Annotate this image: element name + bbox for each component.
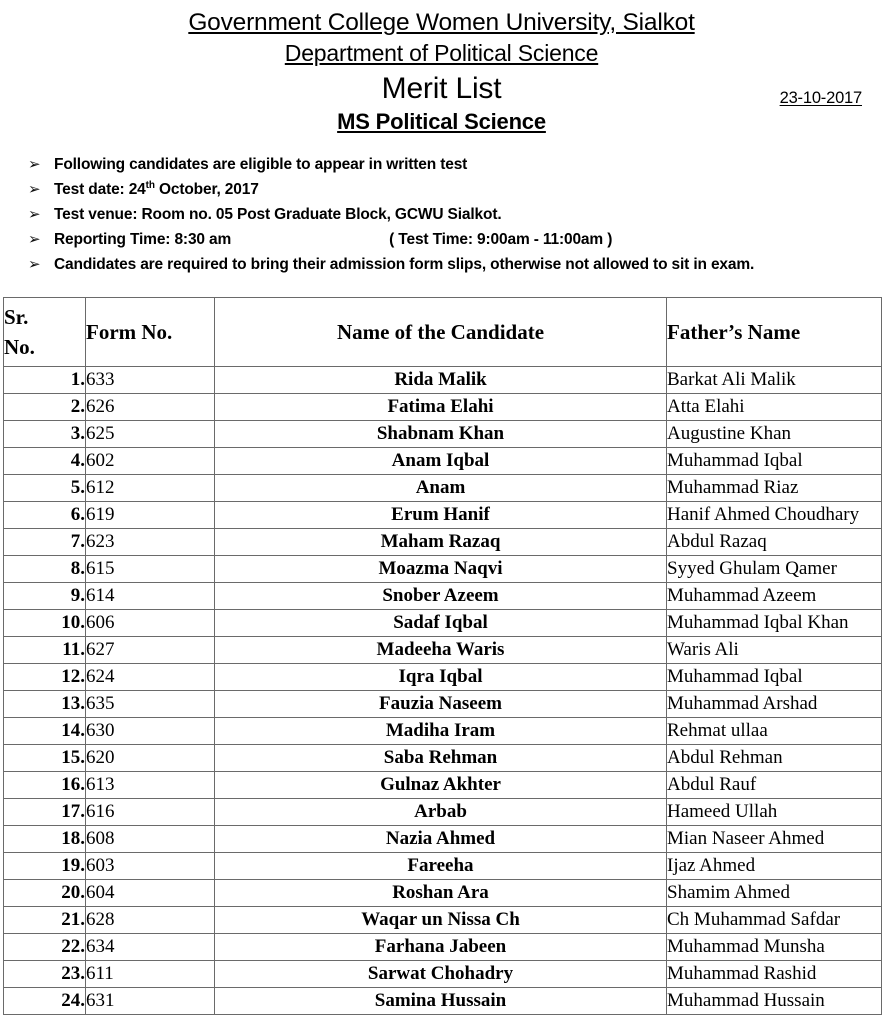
table-row xyxy=(4,880,882,907)
cell-father-name: Muhammad Riaz xyxy=(667,475,882,502)
cell-form-no: 630 xyxy=(86,718,215,745)
table-header xyxy=(4,298,882,367)
bullet-arrow-icon: ➢ xyxy=(28,180,41,199)
cell-sr-no: 3. xyxy=(4,421,86,448)
cell-candidate-name: Fareeha xyxy=(215,853,667,880)
table-row xyxy=(4,421,882,448)
table-row xyxy=(4,664,882,691)
cell-form-no: 633 xyxy=(86,367,215,394)
table-row xyxy=(4,799,882,826)
table-row xyxy=(4,556,882,583)
table-row xyxy=(4,772,882,799)
cell-sr-no: 24. xyxy=(4,988,86,1015)
cell-candidate-name: Erum Hanif xyxy=(215,502,667,529)
instruction-item-eligibility xyxy=(28,156,883,181)
cell-form-no: 634 xyxy=(86,934,215,961)
cell-form-no: 614 xyxy=(86,583,215,610)
table-row xyxy=(4,961,882,988)
cell-candidate-name: Waqar un Nissa Ch xyxy=(215,907,667,934)
document-date: 23-10-2017 xyxy=(779,89,862,107)
bullet-arrow-icon: ➢ xyxy=(28,230,41,249)
table-row xyxy=(4,502,882,529)
cell-sr-no: 12. xyxy=(4,664,86,691)
program-title xyxy=(0,109,883,135)
cell-father-name: Waris Ali xyxy=(667,637,882,664)
instruction-text: Candidates are required to bring their admission form slips, otherwise not allowed to sit in exam. xyxy=(54,256,755,274)
document-header xyxy=(0,0,883,134)
cell-sr-no: 8. xyxy=(4,556,86,583)
table-row xyxy=(4,610,882,637)
cell-candidate-name: Iqra Iqbal xyxy=(215,664,667,691)
cell-sr-no: 17. xyxy=(4,799,86,826)
cell-candidate-name: Maham Razaq xyxy=(215,529,667,556)
cell-candidate-name: Samina Hussain xyxy=(215,988,667,1015)
cell-candidate-name: Farhana Jabeen xyxy=(215,934,667,961)
test-time-note: ( Test Time: 9:00am - 11:00am ) xyxy=(389,231,613,249)
cell-father-name: Muhammad Rashid xyxy=(667,961,882,988)
page-title xyxy=(0,72,883,107)
cell-father-name: Abdul Razaq xyxy=(667,529,882,556)
table-row xyxy=(4,475,882,502)
cell-candidate-name: Madiha Iram xyxy=(215,718,667,745)
cell-candidate-name: Shabnam Khan xyxy=(215,421,667,448)
cell-sr-no: 18. xyxy=(4,826,86,853)
university-title xyxy=(0,9,883,37)
cell-candidate-name: Saba Rehman xyxy=(215,745,667,772)
cell-form-no: 623 xyxy=(86,529,215,556)
cell-candidate-name: Anam Iqbal xyxy=(215,448,667,475)
cell-candidate-name: Anam xyxy=(215,475,667,502)
cell-form-no: 616 xyxy=(86,799,215,826)
table-row xyxy=(4,826,882,853)
cell-father-name: Barkat Ali Malik xyxy=(667,367,882,394)
cell-form-no: 631 xyxy=(86,988,215,1015)
cell-candidate-name: Arbab xyxy=(215,799,667,826)
cell-form-no: 627 xyxy=(86,637,215,664)
cell-sr-no: 5. xyxy=(4,475,86,502)
page-title-text: Merit List xyxy=(381,72,502,106)
table-header-row xyxy=(4,298,882,367)
cell-sr-no: 2. xyxy=(4,394,86,421)
cell-father-name: Abdul Rauf xyxy=(667,772,882,799)
cell-candidate-name: Moazma Naqvi xyxy=(215,556,667,583)
cell-form-no: 613 xyxy=(86,772,215,799)
cell-father-name: Ijaz Ahmed xyxy=(667,853,882,880)
cell-father-name: Rehmat ullaa xyxy=(667,718,882,745)
table-row xyxy=(4,934,882,961)
table-row xyxy=(4,718,882,745)
cell-father-name: Muhammad Hussain xyxy=(667,988,882,1015)
cell-sr-no: 19. xyxy=(4,853,86,880)
table-row xyxy=(4,529,882,556)
column-header-sr-line2: No. xyxy=(4,335,35,360)
cell-form-no: 620 xyxy=(86,745,215,772)
cell-father-name: Hanif Ahmed Choudhary xyxy=(667,502,882,529)
test-date-ordinal-suffix: th xyxy=(145,180,155,192)
department-title-text: Department of Political Science xyxy=(284,40,599,67)
column-header-sr-no xyxy=(4,298,86,367)
cell-sr-no: 20. xyxy=(4,880,86,907)
cell-sr-no: 21. xyxy=(4,907,86,934)
test-date-prefix: Test date: 24 xyxy=(54,181,146,199)
table-row xyxy=(4,853,882,880)
table-row xyxy=(4,745,882,772)
cell-sr-no: 7. xyxy=(4,529,86,556)
bullet-arrow-icon: ➢ xyxy=(28,255,41,274)
table-row xyxy=(4,907,882,934)
cell-father-name: Abdul Rehman xyxy=(667,745,882,772)
cell-sr-no: 22. xyxy=(4,934,86,961)
cell-sr-no: 23. xyxy=(4,961,86,988)
cell-sr-no: 13. xyxy=(4,691,86,718)
instruction-item-venue xyxy=(28,206,883,231)
cell-candidate-name: Roshan Ara xyxy=(215,880,667,907)
cell-father-name: Muhammad Iqbal xyxy=(667,448,882,475)
table-row xyxy=(4,448,882,475)
merit-table xyxy=(3,297,882,1015)
cell-father-name: Muhammad Iqbal xyxy=(667,664,882,691)
table-body xyxy=(4,367,882,1015)
cell-sr-no: 14. xyxy=(4,718,86,745)
cell-father-name: Muhammad Azeem xyxy=(667,583,882,610)
cell-sr-no: 1. xyxy=(4,367,86,394)
university-title-text: Government College Women University, Sialkot xyxy=(188,9,695,36)
column-header-candidate-name: Name of the Candidate xyxy=(215,298,667,367)
instruction-text xyxy=(54,181,259,199)
table-row xyxy=(4,637,882,664)
cell-father-name: Syyed Ghulam Qamer xyxy=(667,556,882,583)
cell-sr-no: 16. xyxy=(4,772,86,799)
instruction-text: Following candidates are eligible to appear in written test xyxy=(54,156,468,174)
instruction-item-admission-slip xyxy=(28,256,883,281)
cell-candidate-name: Nazia Ahmed xyxy=(215,826,667,853)
cell-form-no: 628 xyxy=(86,907,215,934)
cell-form-no: 626 xyxy=(86,394,215,421)
column-header-form-no: Form No. xyxy=(86,298,215,367)
cell-sr-no: 9. xyxy=(4,583,86,610)
cell-form-no: 635 xyxy=(86,691,215,718)
cell-candidate-name: Madeeha Waris xyxy=(215,637,667,664)
table-row xyxy=(4,691,882,718)
cell-form-no: 624 xyxy=(86,664,215,691)
instruction-item-reporting-time xyxy=(28,231,883,256)
cell-candidate-name: Sadaf Iqbal xyxy=(215,610,667,637)
cell-father-name: Muhammad Arshad xyxy=(667,691,882,718)
cell-father-name: Shamim Ahmed xyxy=(667,880,882,907)
cell-father-name: Ch Muhammad Safdar xyxy=(667,907,882,934)
cell-father-name: Mian Naseer Ahmed xyxy=(667,826,882,853)
cell-form-no: 606 xyxy=(86,610,215,637)
cell-form-no: 603 xyxy=(86,853,215,880)
cell-form-no: 612 xyxy=(86,475,215,502)
cell-father-name: Hameed Ullah xyxy=(667,799,882,826)
cell-candidate-name: Fauzia Naseem xyxy=(215,691,667,718)
cell-form-no: 615 xyxy=(86,556,215,583)
cell-form-no: 611 xyxy=(86,961,215,988)
cell-candidate-name: Snober Azeem xyxy=(215,583,667,610)
cell-sr-no: 6. xyxy=(4,502,86,529)
table-row xyxy=(4,988,882,1015)
instruction-text: Test venue: Room no. 05 Post Graduate Block, GCWU Sialkot. xyxy=(54,206,502,224)
cell-father-name: Muhammad Munsha xyxy=(667,934,882,961)
instructions-list xyxy=(0,156,883,281)
cell-father-name: Augustine Khan xyxy=(667,421,882,448)
cell-form-no: 608 xyxy=(86,826,215,853)
merit-table-container xyxy=(0,297,883,1015)
cell-form-no: 604 xyxy=(86,880,215,907)
cell-form-no: 602 xyxy=(86,448,215,475)
cell-sr-no: 15. xyxy=(4,745,86,772)
instruction-item-test-date xyxy=(28,181,883,206)
program-title-text: MS Political Science xyxy=(337,108,546,134)
cell-form-no: 619 xyxy=(86,502,215,529)
table-row xyxy=(4,394,882,421)
table-row xyxy=(4,367,882,394)
cell-candidate-name: Fatima Elahi xyxy=(215,394,667,421)
test-date-suffix: October, 2017 xyxy=(154,181,259,199)
instruction-text: Reporting Time: 8:30 am xyxy=(54,231,232,249)
cell-sr-no: 4. xyxy=(4,448,86,475)
cell-form-no: 625 xyxy=(86,421,215,448)
table-row xyxy=(4,583,882,610)
cell-candidate-name: Gulnaz Akhter xyxy=(215,772,667,799)
cell-sr-no: 10. xyxy=(4,610,86,637)
cell-sr-no: 11. xyxy=(4,637,86,664)
department-title xyxy=(0,40,883,67)
column-header-sr-line1: Sr. xyxy=(4,304,29,329)
bullet-arrow-icon: ➢ xyxy=(28,205,41,224)
cell-father-name: Atta Elahi xyxy=(667,394,882,421)
bullet-arrow-icon: ➢ xyxy=(28,155,41,174)
cell-candidate-name: Sarwat Chohadry xyxy=(215,961,667,988)
column-header-father-name: Father’s Name xyxy=(667,298,882,367)
cell-father-name: Muhammad Iqbal Khan xyxy=(667,610,882,637)
cell-candidate-name: Rida Malik xyxy=(215,367,667,394)
